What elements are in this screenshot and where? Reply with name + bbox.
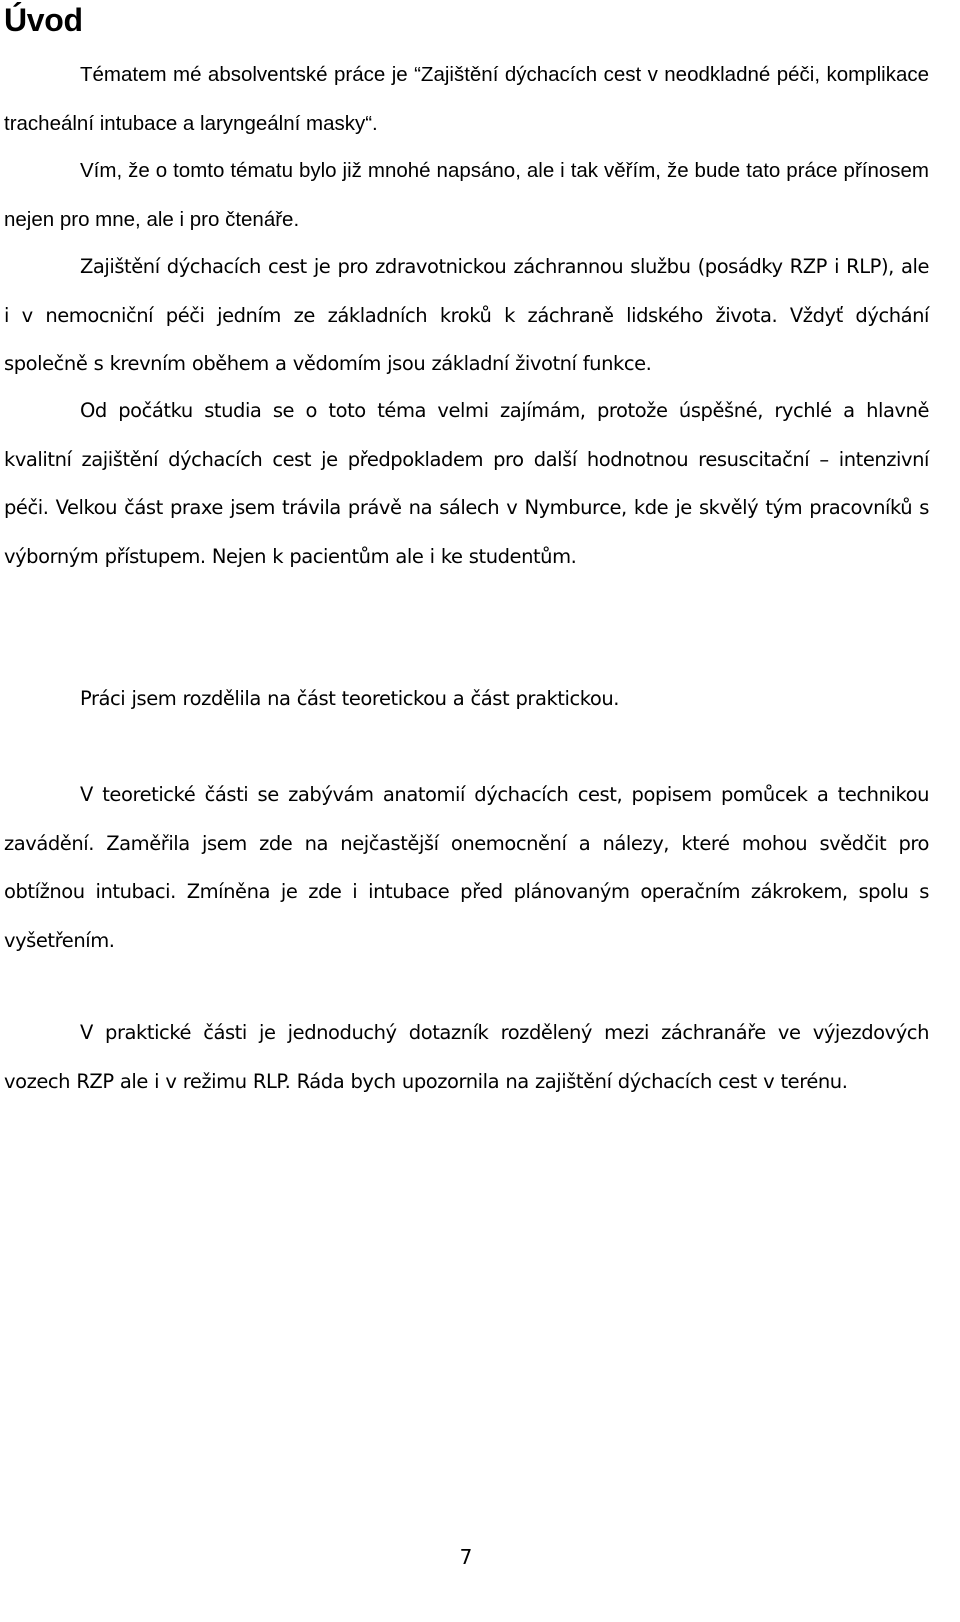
section-heading: Úvod [4,2,83,38]
page-number: 7 [459,1545,473,1569]
paragraph-practical-part: V praktické části je jednoduchý dotazník rozdělený mezi záchranáře ve výjezdových vozech RZP ale i v režimu RLP. Ráda bych upozornila na zajištění dýchacích cest v terénu. [4,1021,929,1093]
paragraph-structure: Práci jsem rozdělila na část teoretickou a část praktickou. [80,687,620,710]
paragraph-topic: Tématem mé absolventské práce je “Zajištění dýchacích cest v neodkladné péči, komplikace tracheální intubace a laryngeální masky“. [4,63,929,135]
paragraph-theoretical-part: V teoretické části se zabývám anatomií dýchacích cest, popisem pomůcek a technikou zavádění. Zaměřila jsem zde na nejčastější onemocnění a nálezy, které mohou svědčit pro obtížnou intubaci. Zmíněna je zde i intubace před plánovaným operačním zákrokem, spolu s vyšetřením. [4,783,929,952]
paragraph-study-interest: Od počátku studia se o toto téma velmi zajímám, protože úspěšné, rychlé a hlavně kvalitní zajištění dýchacích cest je předpokladem pro další hodnotnou resuscitační – intenzivní péči. Velkou část praxe jsem trávila právě na sálech v Nymburce, kde je skvělý tým pracovníků s výborným přístupem. Nejen k pacientům ale i ke studentům. [4,399,929,568]
paragraph-motivation: Vím, že o tomto tématu bylo již mnohé napsáno, ale i tak věřím, že bude tato práce přínosem nejen pro mne, ale i pro čtenáře. [4,159,929,231]
paragraph-airway-importance: Zajištění dýchacích cest je pro zdravotnickou záchrannou službu (posádky RZP i RLP), ale i v nemocniční péči jedním ze základních kroků k záchraně lidského života. Vždyť dýchání společně s krevním oběhem a vědomím jsou základní životní funkce. [4,255,929,375]
